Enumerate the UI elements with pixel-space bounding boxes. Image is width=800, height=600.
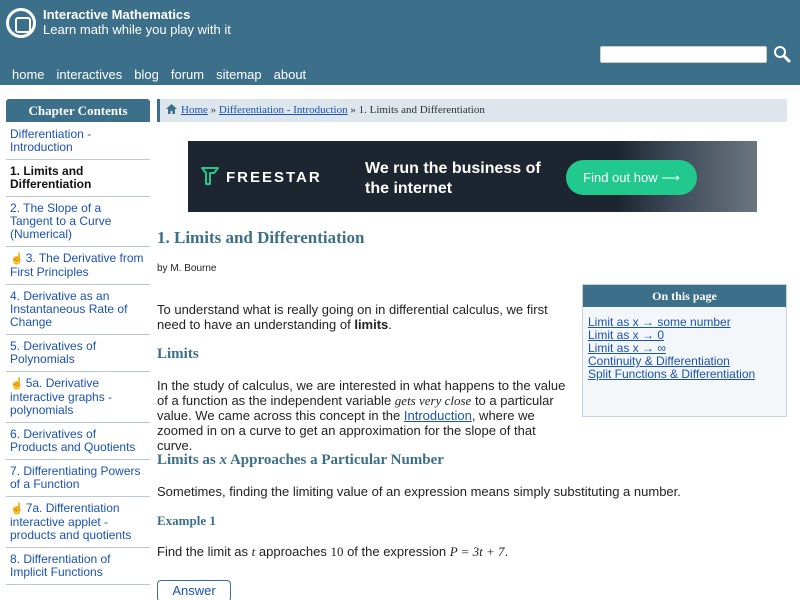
chapter-item[interactable] bbox=[6, 122, 150, 160]
example-text: Find the limit as bbox=[157, 544, 252, 559]
approach-paragraph: Sometimes, finding the limiting value of an expression means simply substituting a number. bbox=[157, 484, 681, 499]
interactive-hand-icon: ☝ bbox=[10, 378, 24, 390]
interactive-hand-icon: ☝ bbox=[10, 253, 24, 265]
breadcrumb-separator: » bbox=[210, 104, 217, 116]
chapter-item-label: 1. Limits and Differentiation bbox=[10, 164, 92, 191]
example-paragraph bbox=[157, 544, 777, 559]
chapter-item-label: 5a. Derivative interactive graphs - polynomials bbox=[10, 376, 113, 417]
chapter-item[interactable] bbox=[6, 197, 150, 247]
approach-heading bbox=[157, 452, 444, 469]
example-text: of the expression bbox=[343, 544, 450, 559]
ad-cta-button[interactable]: Find out how ⟶ bbox=[566, 160, 697, 195]
breadcrumb-separator: » bbox=[350, 104, 356, 116]
limits-text: In the study of calculus, we are interested in what happens to the value of a function as the independent variable bbox=[157, 378, 566, 408]
chapter-item-label: 7a. Differentiation interactive applet - products and quotients bbox=[10, 501, 132, 542]
chapter-item-label: 3. The Derivative from First Principles bbox=[10, 251, 144, 279]
introduction-link[interactable]: Introduction bbox=[403, 408, 472, 423]
chapter-item-label: 2. The Slope of a Tangent to a Curve (Numerical) bbox=[10, 201, 112, 241]
chapter-item[interactable] bbox=[6, 285, 150, 335]
example-number: 10 bbox=[330, 544, 344, 559]
chapter-item[interactable] bbox=[6, 497, 150, 548]
nav-sitemap[interactable]: sitemap bbox=[216, 67, 262, 82]
advertisement-banner[interactable] bbox=[188, 141, 757, 212]
example-heading: Example 1 bbox=[157, 513, 216, 528]
breadcrumb-current: 1. Limits and Differentiation bbox=[358, 104, 485, 116]
intro-text: . bbox=[388, 317, 392, 332]
main-content bbox=[157, 99, 787, 598]
byline: by M. Bourne bbox=[157, 263, 217, 274]
breadcrumb bbox=[157, 99, 787, 122]
freestar-logo-icon bbox=[200, 166, 220, 186]
chapter-list bbox=[6, 122, 150, 585]
site-header bbox=[0, 0, 800, 85]
site-title[interactable]: Interactive Mathematics bbox=[43, 7, 191, 22]
search-input[interactable] bbox=[600, 46, 767, 63]
sidebar-title: Chapter Contents bbox=[6, 99, 150, 122]
nav-about[interactable]: about bbox=[273, 67, 307, 82]
nav-interactives[interactable]: interactives bbox=[56, 67, 123, 82]
on-this-page-box bbox=[582, 284, 787, 417]
nav-forum[interactable]: forum bbox=[170, 67, 205, 82]
chapter-item-label: 7. Differentiating Powers of a Function bbox=[10, 464, 141, 491]
onpage-link[interactable]: Limit as x → some number bbox=[588, 315, 731, 329]
intro-bold: limits bbox=[354, 317, 389, 332]
home-icon[interactable] bbox=[166, 104, 177, 114]
chapter-item-label: 6. Derivatives of Products and Quotients bbox=[10, 427, 136, 454]
chapter-item-label: 4. Derivative as an Instantaneous Rate of Change bbox=[10, 289, 128, 329]
chapter-item-label: Differentiation - Introduction bbox=[10, 127, 92, 154]
chapter-item bbox=[6, 160, 150, 197]
approach-heading-text: Approaches a Particular Number bbox=[227, 452, 444, 468]
ad-tagline: We run the business of the internet bbox=[365, 160, 541, 197]
chapter-sidebar bbox=[6, 99, 150, 585]
site-tagline: Learn math while you play with it bbox=[43, 22, 231, 37]
breadcrumb-home[interactable]: Home bbox=[181, 104, 208, 116]
limits-text: , where we zoomed in on a curve to get an approximation for the slope of that curve. bbox=[157, 408, 536, 453]
interactive-hand-icon: ☝ bbox=[10, 503, 24, 515]
chapter-item[interactable] bbox=[6, 335, 150, 372]
intro-text: To understand what is really going on in differential calculus, we first need to have an understanding of bbox=[157, 302, 548, 332]
nav-blog[interactable]: blog bbox=[134, 67, 159, 82]
approach-heading-text: Limits as bbox=[157, 452, 220, 468]
intro-paragraph bbox=[157, 302, 567, 332]
on-this-page-list bbox=[583, 307, 786, 381]
example-text: . bbox=[504, 544, 509, 559]
breadcrumb-parent[interactable]: Differentiation - Introduction bbox=[218, 104, 348, 116]
onpage-link[interactable]: Continuity & Differentiation bbox=[588, 354, 730, 368]
approach-heading-var: x bbox=[219, 452, 228, 468]
chapter-item-label: 8. Differentiation of Implicit Functions bbox=[10, 552, 111, 579]
onpage-link[interactable]: Split Functions & Differentiation bbox=[588, 367, 756, 381]
example-text: approaches bbox=[255, 544, 331, 559]
chapter-item[interactable] bbox=[6, 423, 150, 460]
chapter-item[interactable] bbox=[6, 247, 150, 285]
onpage-link[interactable]: Limit as x → 0 bbox=[588, 328, 665, 342]
chapter-item[interactable] bbox=[6, 548, 150, 585]
nav-home[interactable]: home bbox=[12, 67, 45, 82]
site-logo-icon[interactable] bbox=[6, 8, 36, 38]
search-icon[interactable] bbox=[772, 44, 792, 64]
limits-paragraph bbox=[157, 378, 569, 453]
chapter-item-label: 5. Derivatives of Polynomials bbox=[10, 339, 97, 366]
onpage-link[interactable]: Limit as x → ∞ bbox=[588, 341, 666, 355]
limits-emphasis: gets very close bbox=[394, 393, 472, 408]
chapter-item[interactable] bbox=[6, 372, 150, 423]
limits-text: to a particular value. We came across this concept in the bbox=[157, 393, 554, 423]
main-nav bbox=[12, 67, 318, 82]
chapter-item[interactable] bbox=[6, 460, 150, 497]
limits-heading: Limits bbox=[157, 346, 199, 362]
ad-brand: FREESTAR bbox=[226, 169, 322, 186]
page-title: 1. Limits and Differentiation bbox=[157, 228, 365, 247]
answer-button[interactable]: Answer bbox=[157, 580, 231, 600]
example-var: t bbox=[251, 544, 256, 559]
example-expression: P = 3t + 7 bbox=[449, 544, 505, 559]
on-this-page-title: On this page bbox=[583, 285, 786, 307]
